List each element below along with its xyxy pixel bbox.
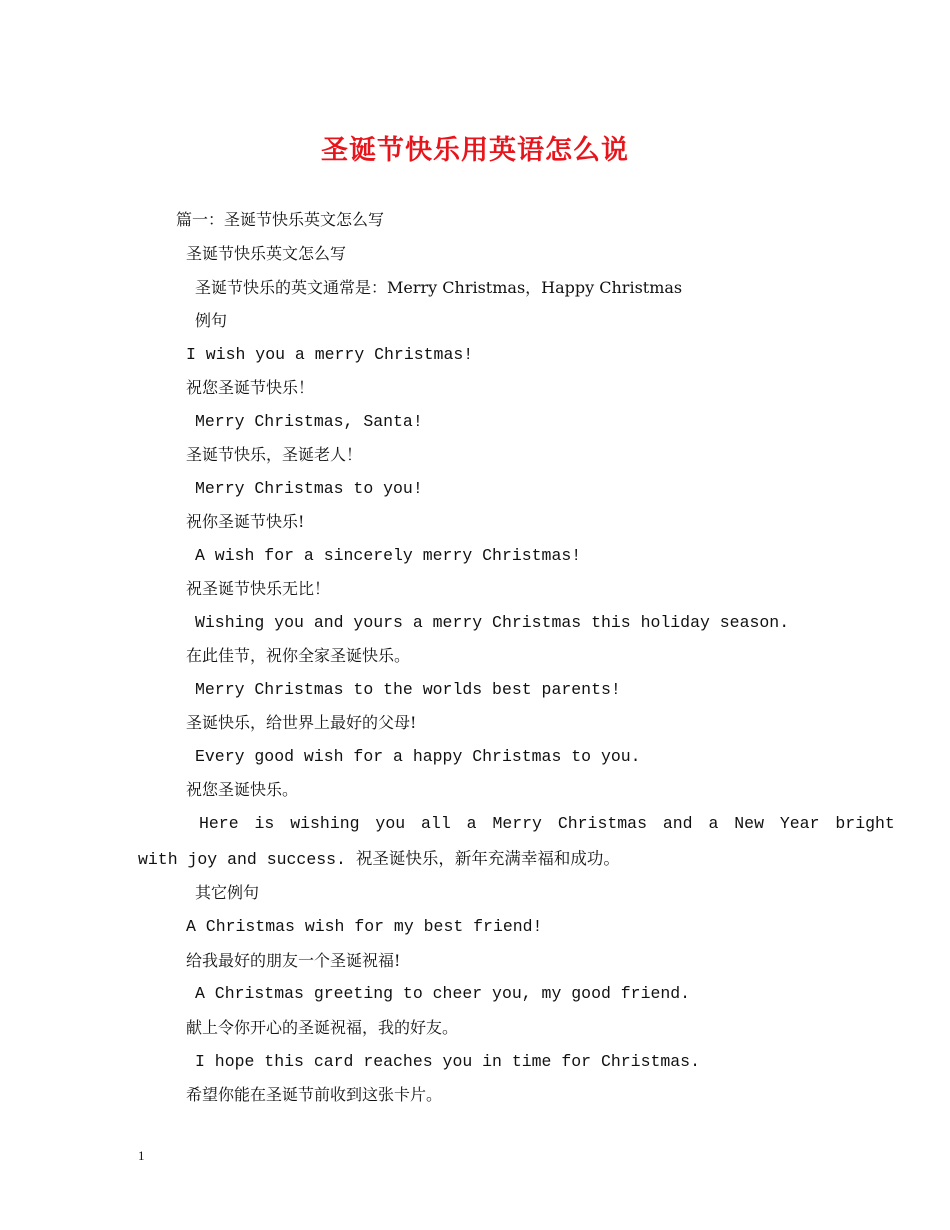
- english-line: A Christmas greeting to cheer you, my good friend.: [195, 984, 691, 1003]
- chinese-line: 祝您圣诞节快乐！: [186, 378, 315, 397]
- subheading: 圣诞节快乐英文怎么写: [186, 244, 347, 263]
- chinese-line: 圣诞节快乐，圣诞老人！: [186, 445, 363, 464]
- paragraph-line: Here is wishing you all a Merry Christmas and a New Year bright: [199, 814, 895, 833]
- text-line: 圣诞节快乐的英文通常是：Merry Christmas，Happy Christmas: [195, 278, 683, 297]
- chinese-line: 祝你圣诞节快乐!: [186, 512, 305, 531]
- chinese-line: 祝您圣诞快乐。: [186, 780, 299, 799]
- english-line: A wish for a sincerely merry Christmas!: [195, 546, 582, 565]
- example-heading: 例句: [195, 311, 228, 330]
- english-line: Merry Christmas to you!: [195, 479, 423, 498]
- chinese-line: 祝圣诞节快乐无比！: [186, 579, 331, 598]
- english-line: Merry Christmas to the worlds best parents!: [195, 680, 621, 699]
- english-line: Wishing you and yours a merry Christmas this holiday season.: [195, 613, 790, 632]
- english-line: Merry Christmas, Santa!: [195, 412, 423, 431]
- section-heading: 篇一：圣诞节快乐英文怎么写: [176, 210, 385, 229]
- english-line: A Christmas wish for my best friend!: [186, 917, 543, 936]
- english-line: Every good wish for a happy Christmas to you.: [195, 747, 641, 766]
- chinese-line: 献上令你开心的圣诞祝福，我的好友。: [186, 1018, 459, 1037]
- english-line: I wish you a merry Christmas!: [186, 345, 474, 364]
- chinese-line: 在此佳节，祝你全家圣诞快乐。: [186, 646, 411, 665]
- document-title: 圣诞节快乐用英语怎么说: [321, 135, 629, 166]
- example-heading: 其它例句: [195, 883, 260, 902]
- chinese-line: 希望你能在圣诞节前收到这张卡片。: [186, 1085, 443, 1104]
- english-line: I hope this card reaches you in time for Christmas.: [195, 1052, 700, 1071]
- paragraph-line: with joy and success. 祝圣诞快乐，新年充满幸福和成功。: [138, 850, 620, 869]
- page-number: 1: [138, 1148, 145, 1163]
- chinese-line: 圣诞快乐，给世界上最好的父母!: [186, 713, 417, 732]
- chinese-line: 给我最好的朋友一个圣诞祝福!: [186, 951, 401, 970]
